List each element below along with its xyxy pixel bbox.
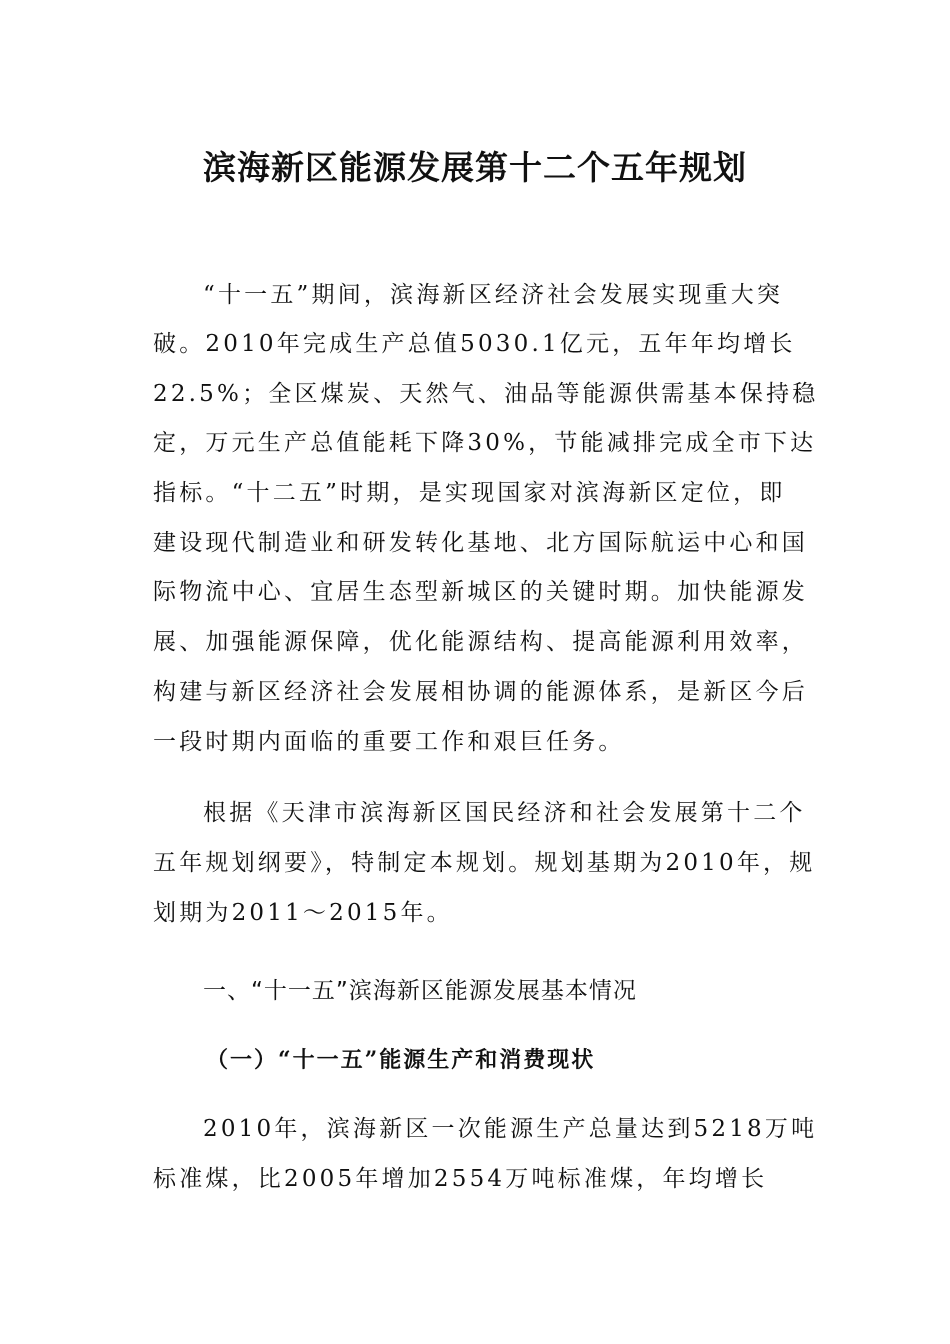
section-heading: 一、“十一五”滨海新区能源发展基本情况 [203, 978, 637, 1004]
paragraph-1-line-1: “十一五”期间，滨海新区经济社会发展实现重大突 [203, 282, 784, 308]
paragraph-1-line-3: 22.5%；全区煤炭、天然气、油品等能源供需基本保持稳 [153, 381, 819, 407]
document-title: 滨海新区能源发展第十二个五年规划 [203, 148, 747, 187]
paragraph-2-line-3: 划期为2011～2015年。 [153, 900, 453, 926]
paragraph-1-line-5: 指标。“十二五”时期，是实现国家对滨海新区定位，即 [153, 480, 786, 506]
paragraph-2-line-2: 五年规划纲要》，特制定本规划。规划基期为2010年，规 [153, 850, 816, 876]
subsection-heading: （一）“十一五”能源生产和消费现状 [206, 1047, 596, 1073]
paragraph-1-line-4: 定，万元生产总值能耗下降30%，节能减排完成全市下达 [153, 430, 817, 456]
paragraph-2-line-1: 根据《天津市滨海新区国民经济和社会发展第十二个 [203, 800, 806, 826]
paragraph-1-line-8: 展、加强能源保障，优化能源结构、提高能源利用效率， [153, 629, 808, 655]
paragraph-1-line-2: 破。2010年完成生产总值5030.1亿元，五年年均增长 [153, 331, 796, 357]
paragraph-1-line-10: 一段时期内面临的重要工作和艰巨任务。 [153, 729, 625, 755]
paragraph-3-line-1: 2010年，滨海新区一次能源生产总量达到5218万吨 [203, 1116, 818, 1142]
paragraph-1-line-6: 建设现代制造业和研发转化基地、北方国际航运中心和国 [153, 530, 808, 556]
paragraph-1-line-7: 际物流中心、宜居生态型新城区的关键时期。加快能源发 [153, 579, 808, 605]
paragraph-3-line-2: 标准煤，比2005年增加2554万吨标准煤，年均增长 [153, 1166, 768, 1192]
paragraph-1-line-9: 构建与新区经济社会发展相协调的能源体系，是新区今后 [153, 679, 808, 705]
